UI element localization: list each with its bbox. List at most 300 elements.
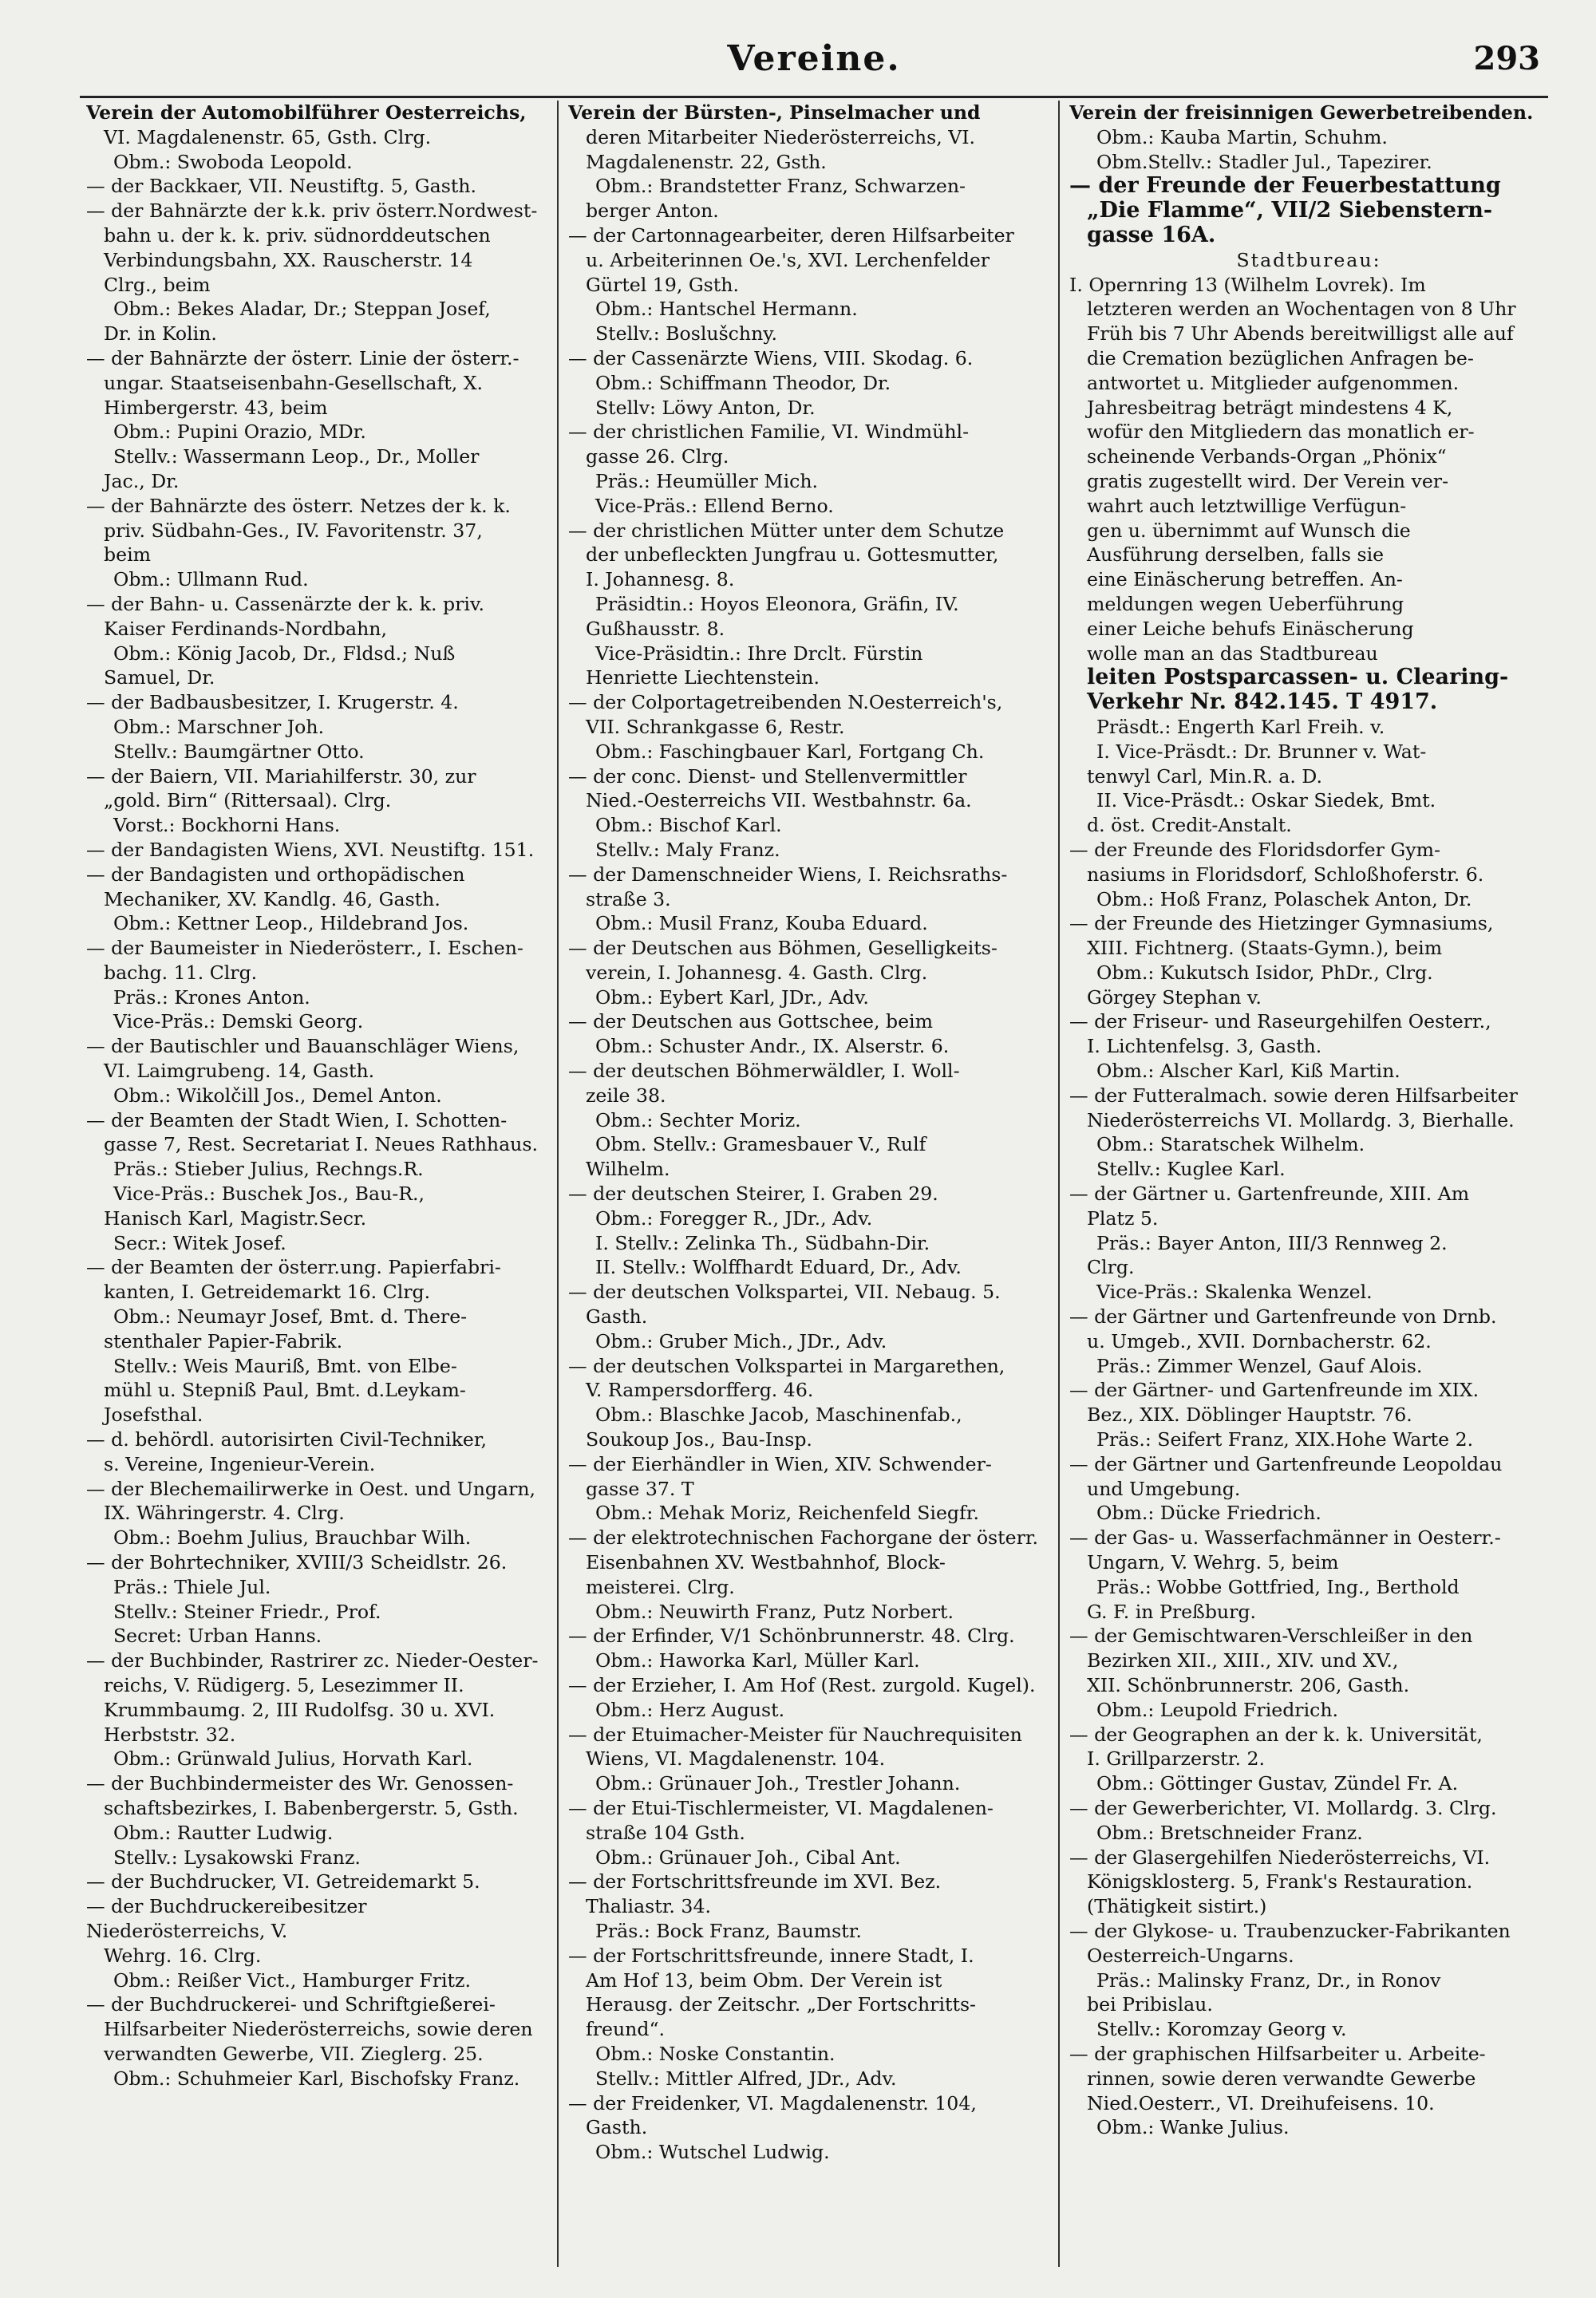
entry-line: Vice-Präs.: Buschek Jos., Bau-R., — [113, 1183, 425, 1206]
entry-line: Obm.: Grünauer Joh., Cibal Ant. — [595, 1846, 901, 1869]
entry-line: Bez., XIX. Döblinger Hauptstr. 76. — [1087, 1404, 1412, 1427]
directory-entry — [568, 346, 1049, 420]
entry-line: Obm.: Neuwirth Franz, Putz Norbert. — [595, 1600, 954, 1623]
entry-line: Dr. in Kolin. — [104, 322, 217, 345]
entry-heading: — der deutschen Böhmerwäldler, I. Woll- — [568, 1060, 960, 1083]
directory-entry — [1069, 1723, 1548, 1796]
directory-entry — [568, 420, 1049, 518]
entry-line: Stellv.: Steiner Friedr., Prof. — [113, 1600, 381, 1623]
entry-line: wahrt auch letztwillige Verfügun- — [1087, 494, 1407, 517]
directory-entry — [86, 936, 549, 1034]
directory-entry — [1069, 174, 1548, 247]
entry-heading: — der Freunde des Hietzinger Gymnasiums, — [1069, 912, 1494, 935]
entry-line: Präs.: Stieber Julius, Rechngs.R. — [113, 1158, 424, 1181]
directory-entry — [86, 863, 549, 936]
entry-heading: — der Gas- u. Wasserfachmänner in Oesterr.- — [1069, 1526, 1501, 1550]
entry-heading: Verein der freisinnigen Gewerbetreibenden. — [1069, 101, 1534, 124]
entry-line: Obm.Stellv.: Stadler Jul., Tapezirer. — [1096, 150, 1432, 173]
entry-line: u. Arbeiterinnen Oe.'s, XVI. Lerchenfelder — [586, 248, 990, 271]
entry-line: Stellv.: Mittler Alfred, JDr., Adv. — [595, 2067, 897, 2090]
entry-heading: — der Deutschen aus Gottschee, beim — [568, 1010, 933, 1033]
entry-line: Vorst.: Bockhorni Hans. — [113, 814, 341, 837]
entry-line: Obm.: Herz August. — [595, 1698, 785, 1721]
entry-heading: — der Friseur- und Raseurgehilfen Oesterr., — [1069, 1010, 1491, 1033]
entry-line: VI. Laimgrubeng. 14, Gasth. — [104, 1060, 375, 1083]
directory-entry — [86, 1255, 549, 1427]
entry-line: kanten, I. Getreidemarkt 16. Clrg. — [104, 1281, 431, 1304]
entry-line: nasiums in Floridsdorf, Schloßhoferstr. 6. — [1087, 863, 1484, 886]
entry-line: gratis zugestellt wird. Der Verein ver- — [1087, 469, 1449, 492]
entry-heading: — der Gemischtwaren-Verschleißer in den — [1069, 1625, 1473, 1648]
entry-heading: — der Beamten der österr.ung. Papierfabri- — [86, 1256, 501, 1279]
entry-line: Obm.: Bischof Karl. — [595, 814, 782, 837]
directory-entry — [86, 346, 549, 494]
entry-line: Präs.: Krones Anton. — [113, 985, 310, 1009]
entry-line: VI. Magdalenenstr. 65, Gsth. Clrg. — [104, 125, 432, 148]
entry-line: IX. Währingerstr. 4. Clrg. — [104, 1502, 345, 1525]
entry-line: Obm.: Pupini Orazio, MDr. — [113, 421, 366, 444]
entry-heading: — der deutschen Steirer, I. Graben 29. — [568, 1183, 938, 1206]
directory-entry — [568, 2091, 1049, 2165]
entry-line: Obm.: Musil Franz, Kouba Eduard. — [595, 912, 928, 935]
directory-entry — [86, 690, 549, 764]
entry-line: reichs, V. Rüdigerg. 5, Lesezimmer II. — [104, 1674, 464, 1696]
entry-line: Obm.: Hantschel Hermann. — [595, 298, 858, 321]
entry-line: Obm.: Boehm Julius, Brauchbar Wilh. — [113, 1526, 472, 1550]
entry-heading: — der Cassenärzte Wiens, VIII. Skodag. 6. — [568, 346, 974, 369]
entry-heading: — der Blechemailirwerke in Oest. und Ungarn, — [86, 1477, 536, 1500]
directory-entry — [568, 1009, 1049, 1059]
entry-line: Obm.: Eybert Karl, JDr., Adv. — [595, 985, 869, 1009]
entry-line: „Die Flamme“, VII/2 Siebenstern- — [1087, 198, 1493, 223]
directory-entry — [568, 764, 1049, 863]
entry-line: Clrg., beim — [104, 273, 211, 296]
directory-entry — [1069, 911, 1548, 1009]
entry-line: bachg. 11. Clrg. — [104, 961, 258, 984]
entry-line: Präsidtin.: Hoyos Eleonora, Gräfin, IV. — [595, 592, 959, 615]
directory-entry — [86, 1550, 549, 1648]
entry-line: einer Leiche behufs Einäscherung — [1087, 617, 1414, 640]
entry-line: straße 104 Gsth. — [586, 1821, 745, 1844]
entry-line: bahn u. der k. k. priv. südnorddeutschen — [104, 223, 491, 247]
directory-entry — [568, 1944, 1049, 2091]
entry-heading: — der Backkaer, VII. Neustiftg. 5, Gasth. — [86, 175, 477, 198]
directory-entry — [568, 101, 1049, 223]
entry-heading: — der Bahn- u. Cassenärzte der k. k. priv. — [86, 592, 485, 615]
entry-line: Obm.: Alscher Karl, Kiß Martin. — [1096, 1060, 1400, 1083]
directory-entry — [1069, 1084, 1548, 1182]
entry-heading: — der Eierhändler in Wien, XIV. Schwender- — [568, 1452, 992, 1475]
entry-heading: — der Buchdrucker, VI. Getreidemarkt 5. — [86, 1870, 480, 1893]
entry-line: freund“. — [586, 2018, 666, 2041]
entry-heading: — der Baiern, VII. Mariahilferstr. 30, zur — [86, 764, 476, 788]
entry-line: Herausg. der Zeitschr. „Der Fortschritts- — [586, 1993, 977, 2016]
entry-line: Präs.: Bayer Anton, III/3 Rennweg 2. — [1096, 1231, 1448, 1254]
entry-line: Clrg. — [1087, 1256, 1135, 1279]
entry-line: Verbindungsbahn, XX. Rauscherstr. 14 — [104, 248, 473, 271]
entry-line: Ausführung derselben, falls sie — [1087, 543, 1385, 567]
column-divider — [557, 101, 559, 2267]
entry-line: Vice-Präs.: Skalenka Wenzel. — [1096, 1281, 1373, 1304]
entry-heading: — der Freidenker, VI. Magdalenenstr. 104, — [568, 2091, 977, 2114]
entry-line: Ungarn, V. Wehrg. 5, beim — [1087, 1551, 1339, 1574]
entry-line: Eisenbahnen XV. Westbahnhof, Block- — [586, 1551, 946, 1574]
entry-line: VII. Schrankgasse 6, Restr. — [586, 715, 845, 738]
directory-entry — [1069, 101, 1548, 174]
entry-line: meisterei. Clrg. — [586, 1575, 735, 1598]
entry-line: II. Vice-Präsdt.: Oskar Siedek, Bmt. — [1096, 789, 1436, 812]
entry-line: I. Lichtenfelsg. 3, Gasth. — [1087, 1035, 1322, 1058]
entry-line: (Thätigkeit sistirt.) — [1087, 1895, 1267, 1918]
directory-entry — [86, 199, 549, 346]
entry-line: Secret: Urban Hanns. — [113, 1625, 322, 1648]
entry-line: Stellv.: Wassermann Leop., Dr., Moller — [113, 445, 480, 468]
entry-heading: — der deutschen Volkspartei, VII. Nebaug. 5. — [568, 1281, 1001, 1304]
entry-line: Obm.: Marschner Joh. — [113, 715, 325, 738]
entry-line: Kaiser Ferdinands-Nordbahn, — [104, 617, 387, 640]
entry-line: Präsdt.: Engerth Karl Freih. v. — [1096, 715, 1385, 738]
entry-line: Thaliastr. 34. — [586, 1895, 711, 1918]
entry-line: deren Mitarbeiter Niederösterreichs, VI. — [586, 125, 976, 148]
entry-line: I. Stellv.: Zelinka Th., Südbahn-Dir. — [595, 1231, 930, 1254]
column-3 — [1069, 101, 1548, 2271]
entry-line: Stellv.: Lysakowski Franz. — [113, 1846, 361, 1869]
entry-heading: — der Bohrtechniker, XVIII/3 Scheidlstr. 26. — [86, 1551, 508, 1574]
page-title: Vereine. — [727, 38, 901, 79]
entry-line: Stellv.: Maly Franz. — [595, 838, 780, 861]
entry-line: Stellv.: Baumgärtner Otto. — [113, 740, 365, 763]
entry-line: Hilfsarbeiter Niederösterreichs, sowie deren — [104, 2018, 533, 2041]
directory-entry — [568, 519, 1049, 691]
entry-line: Magdalenenstr. 22, Gsth. — [586, 150, 827, 173]
entry-heading: — der Etui-Tischlermeister, VI. Magdalenen- — [568, 1796, 994, 1819]
entry-heading: — der Buchdruckerei- und Schriftgießerei- — [86, 1993, 496, 2016]
entry-line: Stellv.: Boslušchny. — [595, 322, 777, 345]
directory-entry — [86, 174, 549, 199]
directory-entry — [568, 1452, 1049, 1526]
entry-line: „gold. Birn“ (Rittersaal). Clrg. — [104, 789, 392, 812]
entry-line: Präs.: Bock Franz, Baumstr. — [595, 1919, 862, 1942]
entry-line: und Umgebung. — [1087, 1477, 1241, 1500]
directory-entry — [86, 494, 549, 592]
entry-line: Henriette Liechtenstein. — [586, 666, 820, 689]
directory-entry — [1069, 1452, 1548, 1526]
directory-entry — [1069, 1305, 1548, 1378]
entry-line: XII. Schönbrunnerstr. 206, Gasth. — [1087, 1674, 1410, 1696]
entry-heading: — der Cartonnagearbeiter, deren Hilfsarbeiter — [568, 223, 1014, 247]
entry-line: gen u. übernimmt auf Wunsch die — [1087, 519, 1411, 542]
entry-line: der unbefleckten Jungfrau u. Gottesmutter, — [586, 543, 999, 567]
entry-line: Obm.: Swoboda Leopold. — [113, 150, 353, 173]
entry-line: verein, I. Johannesg. 4. Gasth. Clrg. — [586, 961, 928, 984]
entry-line: Josefsthal. — [104, 1404, 203, 1427]
entry-line: Jahresbeitrag beträgt mindestens 4 K, — [1087, 396, 1453, 419]
directory-entry — [86, 1894, 549, 1992]
directory-entry — [568, 1870, 1049, 1943]
entry-line: priv. Südbahn-Ges., IV. Favoritenstr. 37, — [104, 519, 483, 542]
entry-line: Obm.: Mehak Moriz, Reichenfeld Siegfr. — [595, 1502, 979, 1525]
entry-line: Obm.: Kukutsch Isidor, PhDr., Clrg. — [1096, 961, 1433, 984]
entry-line: Stellv: Löwy Anton, Dr. — [595, 396, 816, 419]
entry-line: Secr.: Witek Josef. — [113, 1231, 286, 1254]
entry-line: Soukoup Jos., Bau-Insp. — [586, 1428, 812, 1451]
entry-line: Obm.: Haworka Karl, Müller Karl. — [595, 1649, 920, 1672]
entry-line: Präs.: Heumüller Mich. — [595, 469, 819, 492]
entry-heading: — der Futteralmach. sowie deren Hilfsarbeiter — [1069, 1084, 1518, 1107]
page-header — [80, 38, 1548, 94]
entry-line: Obm.: Blaschke Jacob, Maschinenfab., — [595, 1404, 962, 1427]
entry-line: Präs.: Thiele Jul. — [113, 1575, 271, 1598]
entry-heading: — der Glykose- u. Traubenzucker-Fabrikanten — [1069, 1919, 1511, 1942]
entry-line: mühl u. Stepniß Paul, Bmt. d.Leykam- — [104, 1379, 466, 1402]
entry-line: Gasth. — [586, 1305, 648, 1329]
entry-heading: — der christlichen Familie, VI. Windmühl- — [568, 421, 970, 444]
directory-entry — [568, 690, 1049, 764]
entry-line: gasse 26. Clrg. — [586, 445, 729, 468]
entry-line: Oesterreich-Ungarns. — [1087, 1944, 1294, 1967]
entry-line: I. Grillparzerstr. 2. — [1087, 1747, 1265, 1771]
entry-line: schaftsbezirkes, I. Babenbergerstr. 5, Gsth. — [104, 1796, 519, 1819]
entry-heading: — der Buchbindermeister des Wr. Genossen- — [86, 1772, 514, 1795]
directory-entry — [568, 1723, 1049, 1796]
entry-line: Wilhelm. — [586, 1158, 670, 1181]
entry-line: Präs.: Wobbe Gottfried, Ing., Berthold — [1096, 1575, 1460, 1598]
entry-heading: — der Bandagisten und orthopädischen — [86, 863, 465, 886]
entry-line: Obm.: Faschingbauer Karl, Fortgang Ch. — [595, 740, 985, 763]
directory-entry — [86, 838, 549, 863]
entry-heading: — der Fortschrittsfreunde im XVI. Bez. — [568, 1870, 942, 1893]
entry-line: Obm.: Wutschel Ludwig. — [595, 2141, 830, 2164]
entry-line: Görgey Stephan v. — [1087, 985, 1262, 1009]
entry-line: Obm.: Hoß Franz, Polaschek Anton, Dr. — [1096, 887, 1472, 910]
directory-entry — [1069, 1378, 1548, 1451]
entry-line: Verkehr Nr. 842.145. T 4917. — [1087, 689, 1438, 715]
entry-line: Bezirken XII., XIII., XIV. und XV., — [1087, 1649, 1399, 1672]
directory-entry — [568, 863, 1049, 936]
entry-line: Obm.: Neumayr Josef, Bmt. d. There- — [113, 1305, 468, 1329]
directory-entry — [86, 101, 549, 174]
entry-line: Präs.: Zimmer Wenzel, Gauf Alois. — [1096, 1354, 1423, 1377]
entry-line: ungar. Staatseisenbahn-Gesellschaft, X. — [104, 371, 483, 394]
entry-line: Obm.: Reißer Vict., Hamburger Fritz. — [113, 1968, 471, 1992]
column-2 — [568, 101, 1049, 2271]
entry-line: straße 3. — [586, 887, 671, 910]
entry-line: Obm.: König Jacob, Dr., Fldsd.; Nuß — [113, 642, 456, 665]
entry-heading: Verein der Automobilführer Oesterreichs, — [86, 101, 527, 124]
entry-line: Wehrg. 16. Clrg. — [104, 1944, 262, 1967]
entry-heading: — der conc. Dienst- und Stellenvermittler — [568, 764, 967, 788]
entry-line: Wiens, VI. Magdalenenstr. 104. — [586, 1747, 886, 1771]
entry-heading: — der Deutschen aus Böhmen, Geselligkeits- — [568, 937, 998, 960]
column-1 — [86, 101, 549, 2271]
entry-line: wolle man an das Stadtbureau — [1087, 642, 1378, 665]
entry-line: meldungen wegen Ueberführung — [1087, 592, 1404, 615]
entry-heading: — der Gewerberichter, VI. Mollardg. 3. Clrg. — [1069, 1796, 1497, 1819]
entry-line: Obm.: Schuster Andr., IX. Alserstr. 6. — [595, 1035, 950, 1058]
entry-line: Königsklosterg. 5, Frank's Restauration. — [1087, 1870, 1473, 1893]
entry-heading: — der graphischen Hilfsarbeiter u. Arbeite- — [1069, 2042, 1486, 2065]
entry-heading: — der Badbausbesitzer, I. Krugerstr. 4. — [86, 691, 459, 714]
entry-line: Obm.: Göttinger Gustav, Zündel Fr. A. — [1096, 1772, 1459, 1795]
entry-line: Niederösterreichs VI. Mollardg. 3, Bierhalle. — [1087, 1108, 1515, 1131]
column-divider — [1058, 101, 1060, 2267]
entry-line: Obm.: Grünauer Joh., Trestler Johann. — [595, 1772, 961, 1795]
entry-heading: — der elektrotechnischen Fachorgane der österr. — [568, 1526, 1039, 1550]
entry-line: Gasth. — [586, 2116, 648, 2139]
page-number: 293 — [1473, 40, 1540, 77]
entry-line: Jac., Dr. — [104, 469, 180, 492]
entry-heading: — der Fortschrittsfreunde, innere Stadt, I. — [568, 1944, 974, 1967]
entry-line: stenthaler Papier-Fabrik. — [104, 1329, 343, 1352]
entry-heading: — der Bahnärzte der österr. Linie der österr.- — [86, 346, 519, 369]
entry-heading: — der Erfinder, V/1 Schönbrunnerstr. 48. Clrg. — [568, 1625, 1015, 1648]
entry-line: die Cremation bezüglichen Anfragen be- — [1087, 346, 1474, 369]
entry-line: s. Vereine, Ingenieur-Verein. — [104, 1452, 376, 1475]
directory-entry — [86, 1648, 549, 1771]
entry-heading: Stadtbureau: — [1236, 248, 1381, 271]
entry-line: scheinende Verbands-Organ „Phönix“ — [1087, 445, 1447, 468]
entry-line: Platz 5. — [1087, 1206, 1159, 1230]
directory-entry — [568, 1673, 1049, 1723]
entry-heading: — der Bautischler und Bauanschläger Wiens, — [86, 1035, 519, 1058]
directory-entry — [1069, 1846, 1548, 1919]
entry-heading: I. Opernring 13 (Wilhelm Lovrek). Im — [1069, 273, 1426, 296]
directory-entry — [86, 764, 549, 838]
entry-line: Nied.-Oesterreichs VII. Westbahnstr. 6a. — [586, 789, 972, 812]
entry-line: Obm.: Leupold Friedrich. — [1096, 1698, 1339, 1721]
entry-line: Obm. Stellv.: Gramesbauer V., Rulf — [595, 1133, 926, 1156]
entry-line: Am Hof 13, beim Obm. Der Verein ist — [586, 1968, 942, 1992]
directory-entry — [86, 592, 549, 690]
directory-entry — [568, 1280, 1049, 1353]
directory-entry — [86, 1427, 549, 1477]
directory-entry — [1069, 2042, 1548, 2140]
entry-heading: — der Gärtner und Gartenfreunde von Drnb. — [1069, 1305, 1497, 1329]
entry-line: Obm.: Foregger R., JDr., Adv. — [595, 1206, 873, 1230]
entry-line: eine Einäscherung betreffen. An- — [1087, 568, 1403, 591]
entry-line: Stellv.: Koromzay Georg v. — [1096, 2018, 1347, 2041]
entry-line: u. Umgeb., XVII. Dornbacherstr. 62. — [1087, 1329, 1432, 1352]
directory-entry — [86, 1992, 549, 2091]
entry-line: Vice-Präs.: Demski Georg. — [113, 1010, 364, 1033]
entry-line: Krummbaumg. 2, III Rudolfsg. 30 u. XVI. — [104, 1698, 496, 1721]
entry-heading: — der Bahnärzte des österr. Netzes der k. k. — [86, 494, 511, 517]
entry-line: letzteren werden an Wochentagen von 8 Uhr — [1087, 298, 1516, 321]
entry-line: d. öst. Credit-Anstalt. — [1087, 814, 1292, 837]
entry-line: gasse 7, Rest. Secretariat I. Neues Rathhaus. — [104, 1133, 538, 1156]
directory-entry — [86, 1477, 549, 1550]
entry-line: Nied.Oesterr., VI. Dreihufeisens. 10. — [1087, 2091, 1435, 2114]
directory-entry — [1069, 1526, 1548, 1624]
entry-line: Obm.: Schuhmeier Karl, Bischofsky Franz. — [113, 2067, 520, 2090]
directory-entry — [568, 936, 1049, 1009]
directory-entry — [1069, 1009, 1548, 1083]
entry-line: tenwyl Carl, Min.R. a. D. — [1087, 764, 1322, 788]
entry-heading: — der Gärtner und Gartenfreunde Leopoldau — [1069, 1452, 1503, 1475]
entry-line: XIII. Fichtnerg. (Staats-Gymn.), beim — [1087, 937, 1443, 960]
entry-heading: — der deutschen Volkspartei in Margarethen, — [568, 1354, 1005, 1377]
directory-entry — [568, 1624, 1049, 1673]
directory-entry — [1069, 273, 1548, 838]
entry-line: Obm.: Bekes Aladar, Dr.; Steppan Josef, — [113, 298, 491, 321]
directory-entry — [86, 1870, 549, 1894]
entry-heading: — d. behördl. autorisirten Civil-Techniker, — [86, 1428, 488, 1451]
entry-heading: — der Freunde der Feuerbestattung — [1069, 173, 1501, 199]
entry-line: I. Vice-Präsdt.: Dr. Brunner v. Wat- — [1096, 740, 1427, 763]
entry-heading: — der christlichen Mütter unter dem Schutze — [568, 519, 1005, 542]
entry-line: Vice-Präsidtin.: Ihre Drclt. Fürstin — [595, 642, 923, 665]
entry-heading: — der Buchbinder, Rastrirer zc. Nieder-Oester- — [86, 1649, 539, 1672]
entry-line: Obm.: Brandstetter Franz, Schwarzen- — [595, 175, 966, 198]
entry-line: berger Anton. — [586, 199, 719, 223]
entry-line: wofür den Mitgliedern das monatlich er- — [1087, 421, 1475, 444]
entry-line: Stellv.: Weis Mauriß, Bmt. von Elbe- — [113, 1354, 457, 1377]
entry-heading: — der Glasergehilfen Niederösterreichs, VI. — [1069, 1846, 1491, 1869]
directory-entry — [568, 1796, 1049, 1870]
entry-line: Obm.: Grünwald Julius, Horvath Karl. — [113, 1747, 473, 1771]
entry-heading: — der Freunde des Floridsdorfer Gym- — [1069, 838, 1440, 861]
directory-entry — [568, 1354, 1049, 1452]
entry-line: Stellv.: Kuglee Karl. — [1096, 1158, 1286, 1181]
entry-line: Obm.: Dücke Friedrich. — [1096, 1502, 1321, 1525]
entry-line: Obm.: Ullmann Rud. — [113, 568, 309, 591]
entry-heading: — der Beamten der Stadt Wien, I. Schotten- — [86, 1108, 508, 1131]
entry-line: Obm.: Kauba Martin, Schuhm. — [1096, 125, 1388, 148]
entry-line: Obm.: Noske Constantin. — [595, 2042, 836, 2065]
entry-line: II. Stellv.: Wolffhardt Eduard, Dr., Adv. — [595, 1256, 962, 1279]
entry-heading: — der Baumeister in Niederösterr., I. Eschen- — [86, 937, 523, 960]
entry-line: bei Pribislau. — [1087, 1993, 1213, 2016]
entry-line: Präs.: Seifert Franz, XIX.Hohe Warte 2. — [1096, 1428, 1474, 1451]
directory-entry — [568, 1059, 1049, 1182]
header-rule — [80, 96, 1548, 98]
entry-line: Obm.: Rautter Ludwig. — [113, 1821, 334, 1844]
directory-entry — [568, 1526, 1049, 1624]
entry-line: Obm.: Sechter Moriz. — [595, 1108, 801, 1131]
entry-line: Himbergerstr. 43, beim — [104, 396, 328, 419]
entry-line: G. F. in Preßburg. — [1087, 1600, 1256, 1623]
entry-line: Gußhausstr. 8. — [586, 617, 725, 640]
entry-heading: — der Buchdruckereibesitzer Niederösterreichs, V. — [86, 1895, 367, 1942]
entry-line: Obm.: Bretschneider Franz. — [1096, 1821, 1363, 1844]
entry-line: leiten Postsparcassen- u. Clearing- — [1087, 665, 1509, 690]
entry-line: Vice-Präs.: Ellend Berno. — [595, 494, 834, 517]
directory-entry — [568, 1182, 1049, 1280]
entry-line: Obm.: Wikolčill Jos., Demel Anton. — [113, 1084, 442, 1107]
entry-line: Gürtel 19, Gsth. — [586, 273, 739, 296]
entry-heading: — der Bahnärzte der k.k. priv österr.Nordwest- — [86, 199, 538, 223]
entry-heading: — der Etuimacher-Meister für Nauchrequisiten — [568, 1723, 1022, 1746]
entry-line: verwandten Gewerbe, VII. Zieglerg. 25. — [104, 2042, 484, 2065]
entry-line: Früh bis 7 Uhr Abends bereitwilligst alle auf — [1087, 322, 1514, 345]
entry-line: gasse 16A. — [1087, 222, 1216, 247]
entry-line: Mechaniker, XV. Kandlg. 46, Gasth. — [104, 887, 440, 910]
directory-entry — [86, 1108, 549, 1256]
entry-line: V. Rampersdorfferg. 46. — [586, 1379, 814, 1402]
entry-line: Obm.: Wanke Julius. — [1096, 2116, 1290, 2139]
entry-line: Obm.: Staratschek Wilhelm. — [1096, 1133, 1365, 1156]
entry-line: Hanisch Karl, Magistr.Secr. — [104, 1206, 367, 1230]
directory-entry — [1069, 248, 1548, 273]
entry-line: Herbststr. 32. — [104, 1723, 236, 1746]
entry-heading: — der Damenschneider Wiens, I. Reichsraths- — [568, 863, 1008, 886]
entry-line: I. Johannesg. 8. — [586, 568, 735, 591]
entry-line: Präs.: Malinsky Franz, Dr., in Ronov — [1096, 1968, 1441, 1992]
directory-entry — [1069, 1182, 1548, 1305]
directory-entry — [1069, 1796, 1548, 1846]
directory-entry — [1069, 1919, 1548, 2042]
entry-heading: — der Erzieher, I. Am Hof (Rest. zurgold. Kugel). — [568, 1674, 1036, 1696]
